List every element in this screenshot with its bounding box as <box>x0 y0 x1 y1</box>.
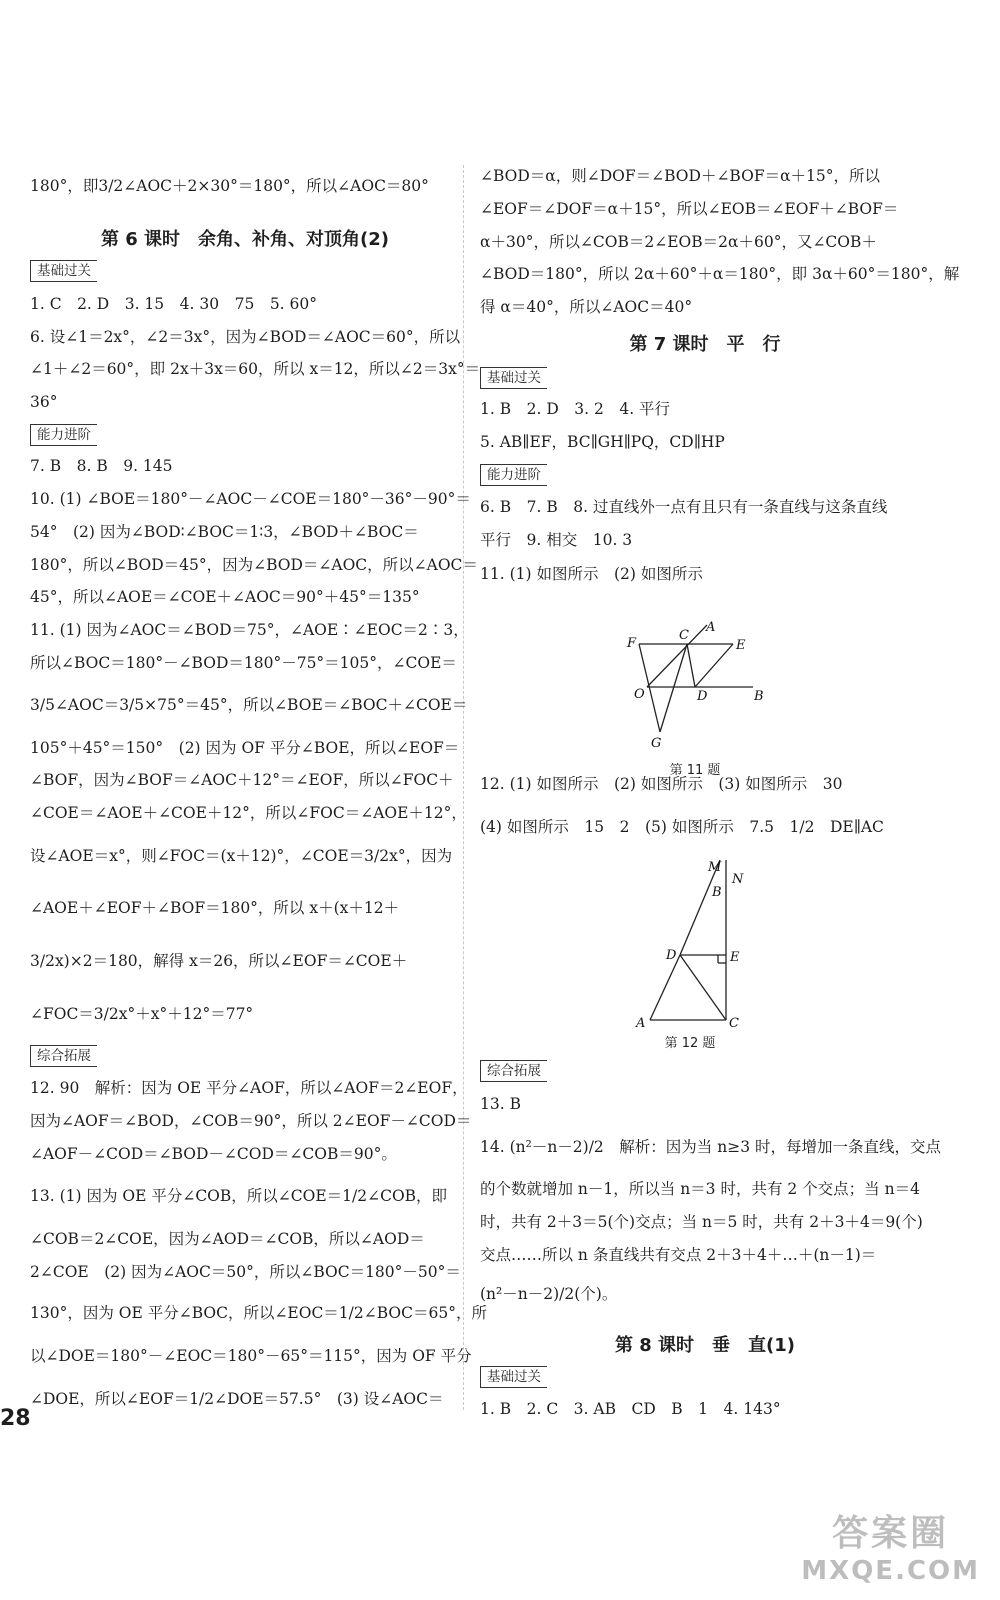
text-line: 所以∠BOC＝180°－∠BOD＝180°－75°＝105°，∠COE＝ <box>30 654 457 672</box>
tag-extension: 综合拓展 <box>30 1045 97 1067</box>
text-line: ∠BOD＝α，则∠DOF＝∠BOD＋∠BOF＝α＋15°，所以 <box>480 167 881 185</box>
text-line: ∠COE＝∠AOE＋∠COE＋12°，所以∠FOC＝∠AOE＋12°， <box>30 804 467 822</box>
fig11-line-ED <box>695 644 733 687</box>
tag-extension: 综合拓展 <box>480 1060 547 1082</box>
text-line: (n²－n－2)/2(个)。 <box>480 1285 618 1303</box>
watermark-logo <box>801 1505 980 1586</box>
fig12-label-C: C <box>729 1016 739 1031</box>
text-line: 的个数就增加 n－1，所以当 n＝3 时，共有 2 个交点；当 n＝4 <box>480 1180 920 1198</box>
text-line: ∠BOF，因为∠BOF＝∠AOC＋12°＝∠EOF，所以∠FOC＋ <box>30 771 454 789</box>
text-line: 2∠COE (2) 因为∠AOC＝50°，所以∠BOC＝180°－50°＝ <box>30 1263 461 1281</box>
fig12-label-N: N <box>732 872 744 887</box>
text-line: 11. (1) 因为∠AOC＝∠BOD＝75°，∠AOE∶∠EOC＝2∶3， <box>30 621 469 639</box>
text-line: 12. (1) 如图所示 (2) 如图所示 (3) 如图所示 30 <box>480 775 843 793</box>
fig11-label-O: O <box>634 687 645 702</box>
text-line: 13. (1) 因为 OE 平分∠COB，所以∠COE＝1/2∠COB，即 <box>30 1187 448 1205</box>
figure-12 <box>628 855 758 1055</box>
fig12-line-DC <box>680 955 726 1020</box>
text-line: 54° (2) 因为∠BOD∶∠BOC＝1∶3，∠BOD＋∠BOC＝ <box>30 523 419 541</box>
text-line: 180°，即3/2∠AOC＋2×30°＝180°，所以∠AOC＝80° <box>30 177 429 195</box>
fig12-label-E: E <box>730 950 740 965</box>
fig12-label-A: A <box>636 1016 646 1031</box>
text-line: 1. C 2. D 3. 15 4. 30 75 5. 60° <box>30 295 318 313</box>
section-title-lesson-7: 第 7 课时 平 行 <box>629 334 781 355</box>
text-line: 以∠DOE＝180°－∠EOC＝180°－65°＝115°，因为 OF 平分 <box>30 1347 472 1365</box>
text-line: ∠AOF－∠COD＝∠BOD－∠COD＝∠COB＝90°。 <box>30 1145 397 1163</box>
tag-ability: 能力进阶 <box>480 464 547 486</box>
text-line: ∠1＋∠2＝60°，即 2x＋3x＝60，所以 x＝12，所以∠2＝3x°＝ <box>30 360 481 378</box>
page-number: 28 <box>0 1406 31 1431</box>
text-line: ∠AOE＋∠EOF＋∠BOF＝180°，所以 x＋(x＋12＋ <box>30 899 400 917</box>
section-title-lesson-8: 第 8 课时 垂 直(1) <box>614 1335 796 1356</box>
text-line: 45°，所以∠AOE＝∠COE＋∠AOC＝90°＋45°＝135° <box>30 588 420 606</box>
text-line: 5. AB∥EF，BC∥GH∥PQ，CD∥HP <box>480 433 725 451</box>
text-line: 1. B 2. D 3. 2 4. 平行 <box>480 400 671 418</box>
text-line: 7. B 8. B 9. 145 <box>30 457 173 475</box>
text-line: 105°＋45°＝150° (2) 因为 OF 平分∠BOE，所以∠EOF＝ <box>30 739 460 757</box>
text-line: ∠FOC＝3/2x°＋x°＋12°＝77° <box>30 1005 254 1023</box>
watermark-line2: MXQE.COM <box>801 1556 980 1586</box>
text-line: ∠BOD＝180°，所以 2α＋60°＋α＝180°，即 3α＋60°＝180°，解 <box>480 265 960 283</box>
tag-ability: 能力进阶 <box>30 424 97 446</box>
text-line: 13. B <box>480 1095 521 1113</box>
text-line: 11. (1) 如图所示 (2) 如图所示 <box>480 565 703 583</box>
fig12-label-D: D <box>666 948 677 963</box>
text-line: 14. (n²－n－2)/2 解析：因为当 n≥3 时，每增加一条直线，交点 <box>480 1138 941 1156</box>
text-line: 时，共有 2＋3＝5(个)交点；当 n＝5 时，共有 2＋3＋4＝9(个) <box>480 1213 923 1231</box>
text-line: 得 α＝40°，所以∠AOC＝40° <box>480 298 693 316</box>
fig12-line-DA <box>650 955 680 1020</box>
watermark-line1: 答案圈 <box>832 1513 950 1554</box>
tag-basic: 基础过关 <box>480 1366 547 1388</box>
text-line: 交点……所以 n 条直线共有交点 2＋3＋4＋…＋(n－1)＝ <box>480 1246 877 1264</box>
text-line: 180°，所以∠BOD＝45°，因为∠BOD＝∠AOC，所以∠AOC＝ <box>30 556 478 574</box>
fig12-label-M: M <box>708 860 722 875</box>
fig11-label-A: A <box>706 620 716 635</box>
text-line: 3/2x)×2＝180，解得 x＝26，所以∠EOF＝∠COE＋ <box>30 952 408 970</box>
text-line: ∠EOF＝∠DOF＝α＋15°，所以∠EOB＝∠EOF＋∠BOF＝ <box>480 200 899 218</box>
text-line: 12. 90 解析：因为 OE 平分∠AOF，所以∠AOF＝2∠EOF， <box>30 1079 468 1097</box>
section-title-lesson-6: 第 6 课时 余角、补角、对顶角(2) <box>100 229 390 250</box>
text-line: 1. B 2. C 3. AB CD B 1 4. 143° <box>480 1400 781 1418</box>
fig11-label-B: B <box>754 689 764 704</box>
fig11-label-F: F <box>627 636 637 651</box>
text-line: ∠DOE，所以∠EOF＝1/2∠DOE＝57.5° (3) 设∠AOC＝ <box>30 1390 444 1408</box>
fig11-label-E: E <box>736 638 746 653</box>
text-line: 平行 9. 相交 10. 3 <box>480 531 633 549</box>
fig11-line-CG <box>660 644 687 732</box>
text-line: (4) 如图所示 15 2 (5) 如图所示 7.5 1/2 DE∥AC <box>480 818 884 836</box>
text-line: 36° <box>30 393 58 411</box>
text-line: 设∠AOE＝x°，则∠FOC＝(x＋12)°，∠COE＝3/2x°，因为 <box>30 847 453 865</box>
text-line: 因为∠AOF＝∠BOD，∠COB＝90°，所以 2∠EOF－∠COD＝ <box>30 1112 472 1130</box>
text-line: 6. 设∠1＝2x°，∠2＝3x°，因为∠BOD＝∠AOC＝60°，所以 <box>30 328 461 346</box>
text-line: 10. (1) ∠BOE＝180°－∠AOC－∠COE＝180°－36°－90°＝ <box>30 490 471 508</box>
tag-basic: 基础过关 <box>480 367 547 389</box>
fig11-caption: 第 11 题 <box>669 763 721 778</box>
tag-basic: 基础过关 <box>30 260 97 282</box>
fig11-line-CD <box>687 644 695 687</box>
fig11-label-D: D <box>697 689 708 704</box>
figure-11 <box>625 620 765 780</box>
fig12-label-B: B <box>712 885 722 900</box>
text-line: α＋30°，所以∠COB＝2∠EOB＝2α＋60°，又∠COB＋ <box>480 233 877 251</box>
fig11-label-G: G <box>651 736 662 751</box>
text-line: ∠COB＝2∠COE，因为∠AOD＝∠COB，所以∠AOD＝ <box>30 1230 425 1248</box>
text-line: 3/5∠AOC＝3/5×75°＝45°，所以∠BOE＝∠BOC＋∠COE＝ <box>30 696 468 714</box>
fig11-label-C: C <box>679 628 689 643</box>
text-line: 130°，因为 OE 平分∠BOC，所以∠EOC＝1/2∠BOC＝65°，所 <box>30 1304 487 1322</box>
text-line: 6. B 7. B 8. 过直线外一点有且只有一条直线与这条直线 <box>480 498 888 516</box>
column-divider <box>463 165 464 1410</box>
fig12-caption: 第 12 题 <box>664 1036 716 1051</box>
